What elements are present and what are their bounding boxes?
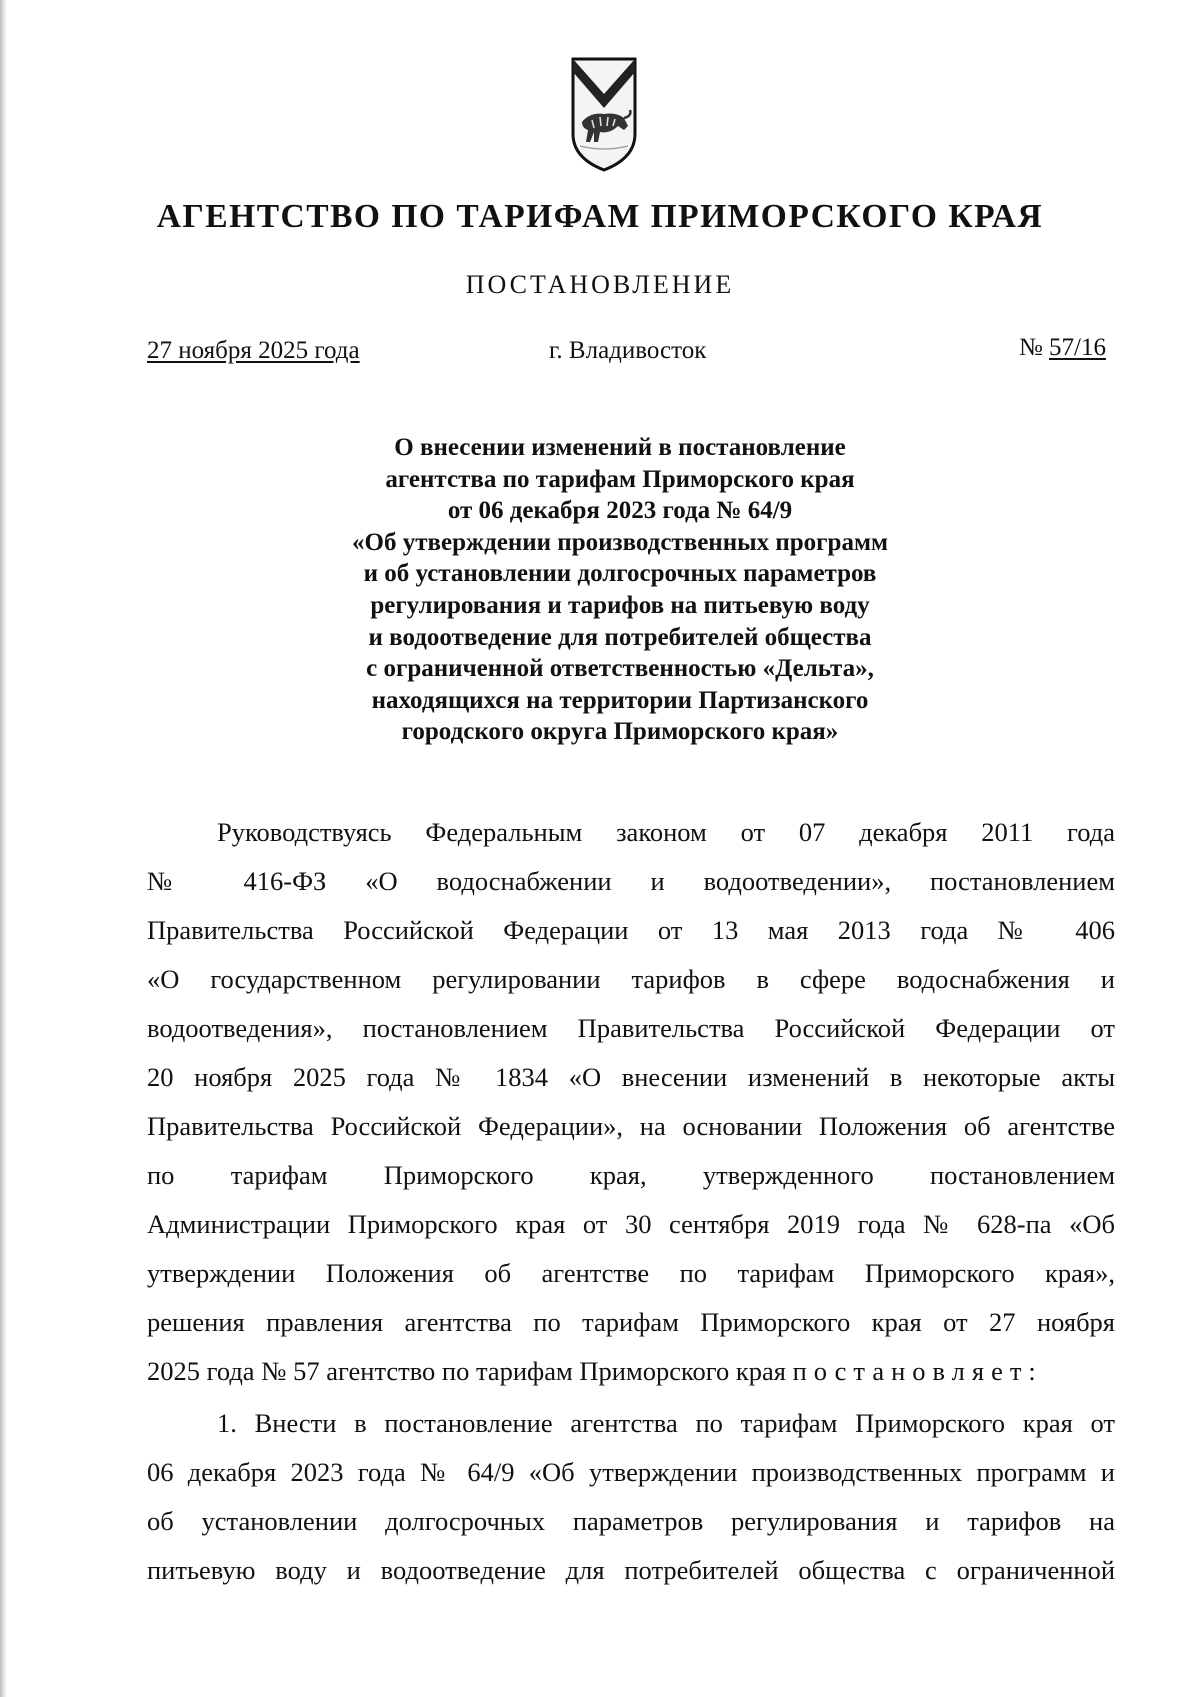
number-value: 57/16: [1049, 334, 1106, 361]
title-line: «Об утверждении производственных программ: [352, 528, 888, 556]
body-line: 20 ноября 2025 года № 1834 «О внесении изменений в некоторые акты: [147, 1062, 1115, 1092]
document-type: ПОСТАНОВЛЕНИЕ: [465, 270, 735, 299]
title-line: находящихся на территории Партизанского: [371, 686, 869, 714]
title-line: регулирования и тарифов на питьевую воду: [370, 591, 870, 619]
body-line: Правительства Российской Федерации», на основании Положения об агентстве: [147, 1111, 1115, 1141]
primorsky-krai-coat-of-arms-icon: [570, 56, 638, 173]
body-line: по тарифам Приморского края, утвержденного постановлением: [147, 1160, 1115, 1190]
body-line: «О государственном регулировании тарифов в сфере водоснабжения и: [147, 964, 1115, 994]
document-number: [1019, 334, 1106, 362]
title-line: агентства по тарифам Приморского края: [385, 465, 855, 493]
title-line: О внесении изменений в постановление: [394, 434, 846, 461]
document-date: 27 ноября 2025 года: [147, 337, 360, 364]
title-line: с ограниченной ответственностью «Дельта»,: [366, 655, 874, 683]
body-line: Администрации Приморского края от 30 сентября 2019 года № 628-па «Об: [147, 1209, 1115, 1239]
body-line: [147, 1347, 1115, 1396]
document-title: [280, 432, 960, 748]
body-line: 06 декабря 2023 года № 64/9 «Об утверждении производственных программ и: [147, 1457, 1115, 1487]
body-line: Правительства Российской Федерации от 13 мая 2013 года № 406: [147, 915, 1115, 945]
preamble-paragraph: [147, 808, 1115, 1396]
decree-verb: постановляет:: [792, 1356, 1043, 1386]
body-line: водоотведения», постановлением Правительства Российской Федерации от: [147, 1013, 1115, 1043]
title-line: и об установлении долгосрочных параметров: [363, 560, 877, 588]
body-line: решения правления агентства по тарифам Приморского края от 27 ноября: [147, 1307, 1115, 1337]
title-line: от 06 декабря 2023 года № 64/9: [447, 497, 793, 525]
body-line-text: 2025 года № 57 агентство по тарифам Приморского края: [147, 1356, 786, 1386]
number-prefix: №: [1018, 334, 1043, 361]
clause-1-paragraph: [147, 1399, 1115, 1595]
body-line: 1. Внести в постановление агентства по тарифам Приморского края от: [217, 1408, 1115, 1438]
document-city: г. Владивосток: [549, 337, 707, 364]
body-line: № 416-ФЗ «О водоснабжении и водоотведении», постановлением: [147, 866, 1115, 896]
body-line: утверждении Положения об агентстве по тарифам Приморского края»,: [147, 1258, 1115, 1288]
body-line: об установлении долгосрочных параметров регулирования и тарифов на: [147, 1506, 1115, 1536]
scan-edge-shadow: [0, 0, 7, 1697]
body-line: питьевую воду и водоотведение для потребителей общества с ограниченной: [147, 1555, 1115, 1585]
agency-name: АГЕНТСТВО ПО ТАРИФАМ ПРИМОРСКОГО КРАЯ: [156, 198, 1044, 235]
title-line: городского округа Приморского края»: [401, 718, 839, 746]
body-line: Руководствуясь Федеральным законом от 07 декабря 2011 года: [217, 817, 1115, 847]
title-line: и водоотведение для потребителей общества: [368, 623, 872, 651]
